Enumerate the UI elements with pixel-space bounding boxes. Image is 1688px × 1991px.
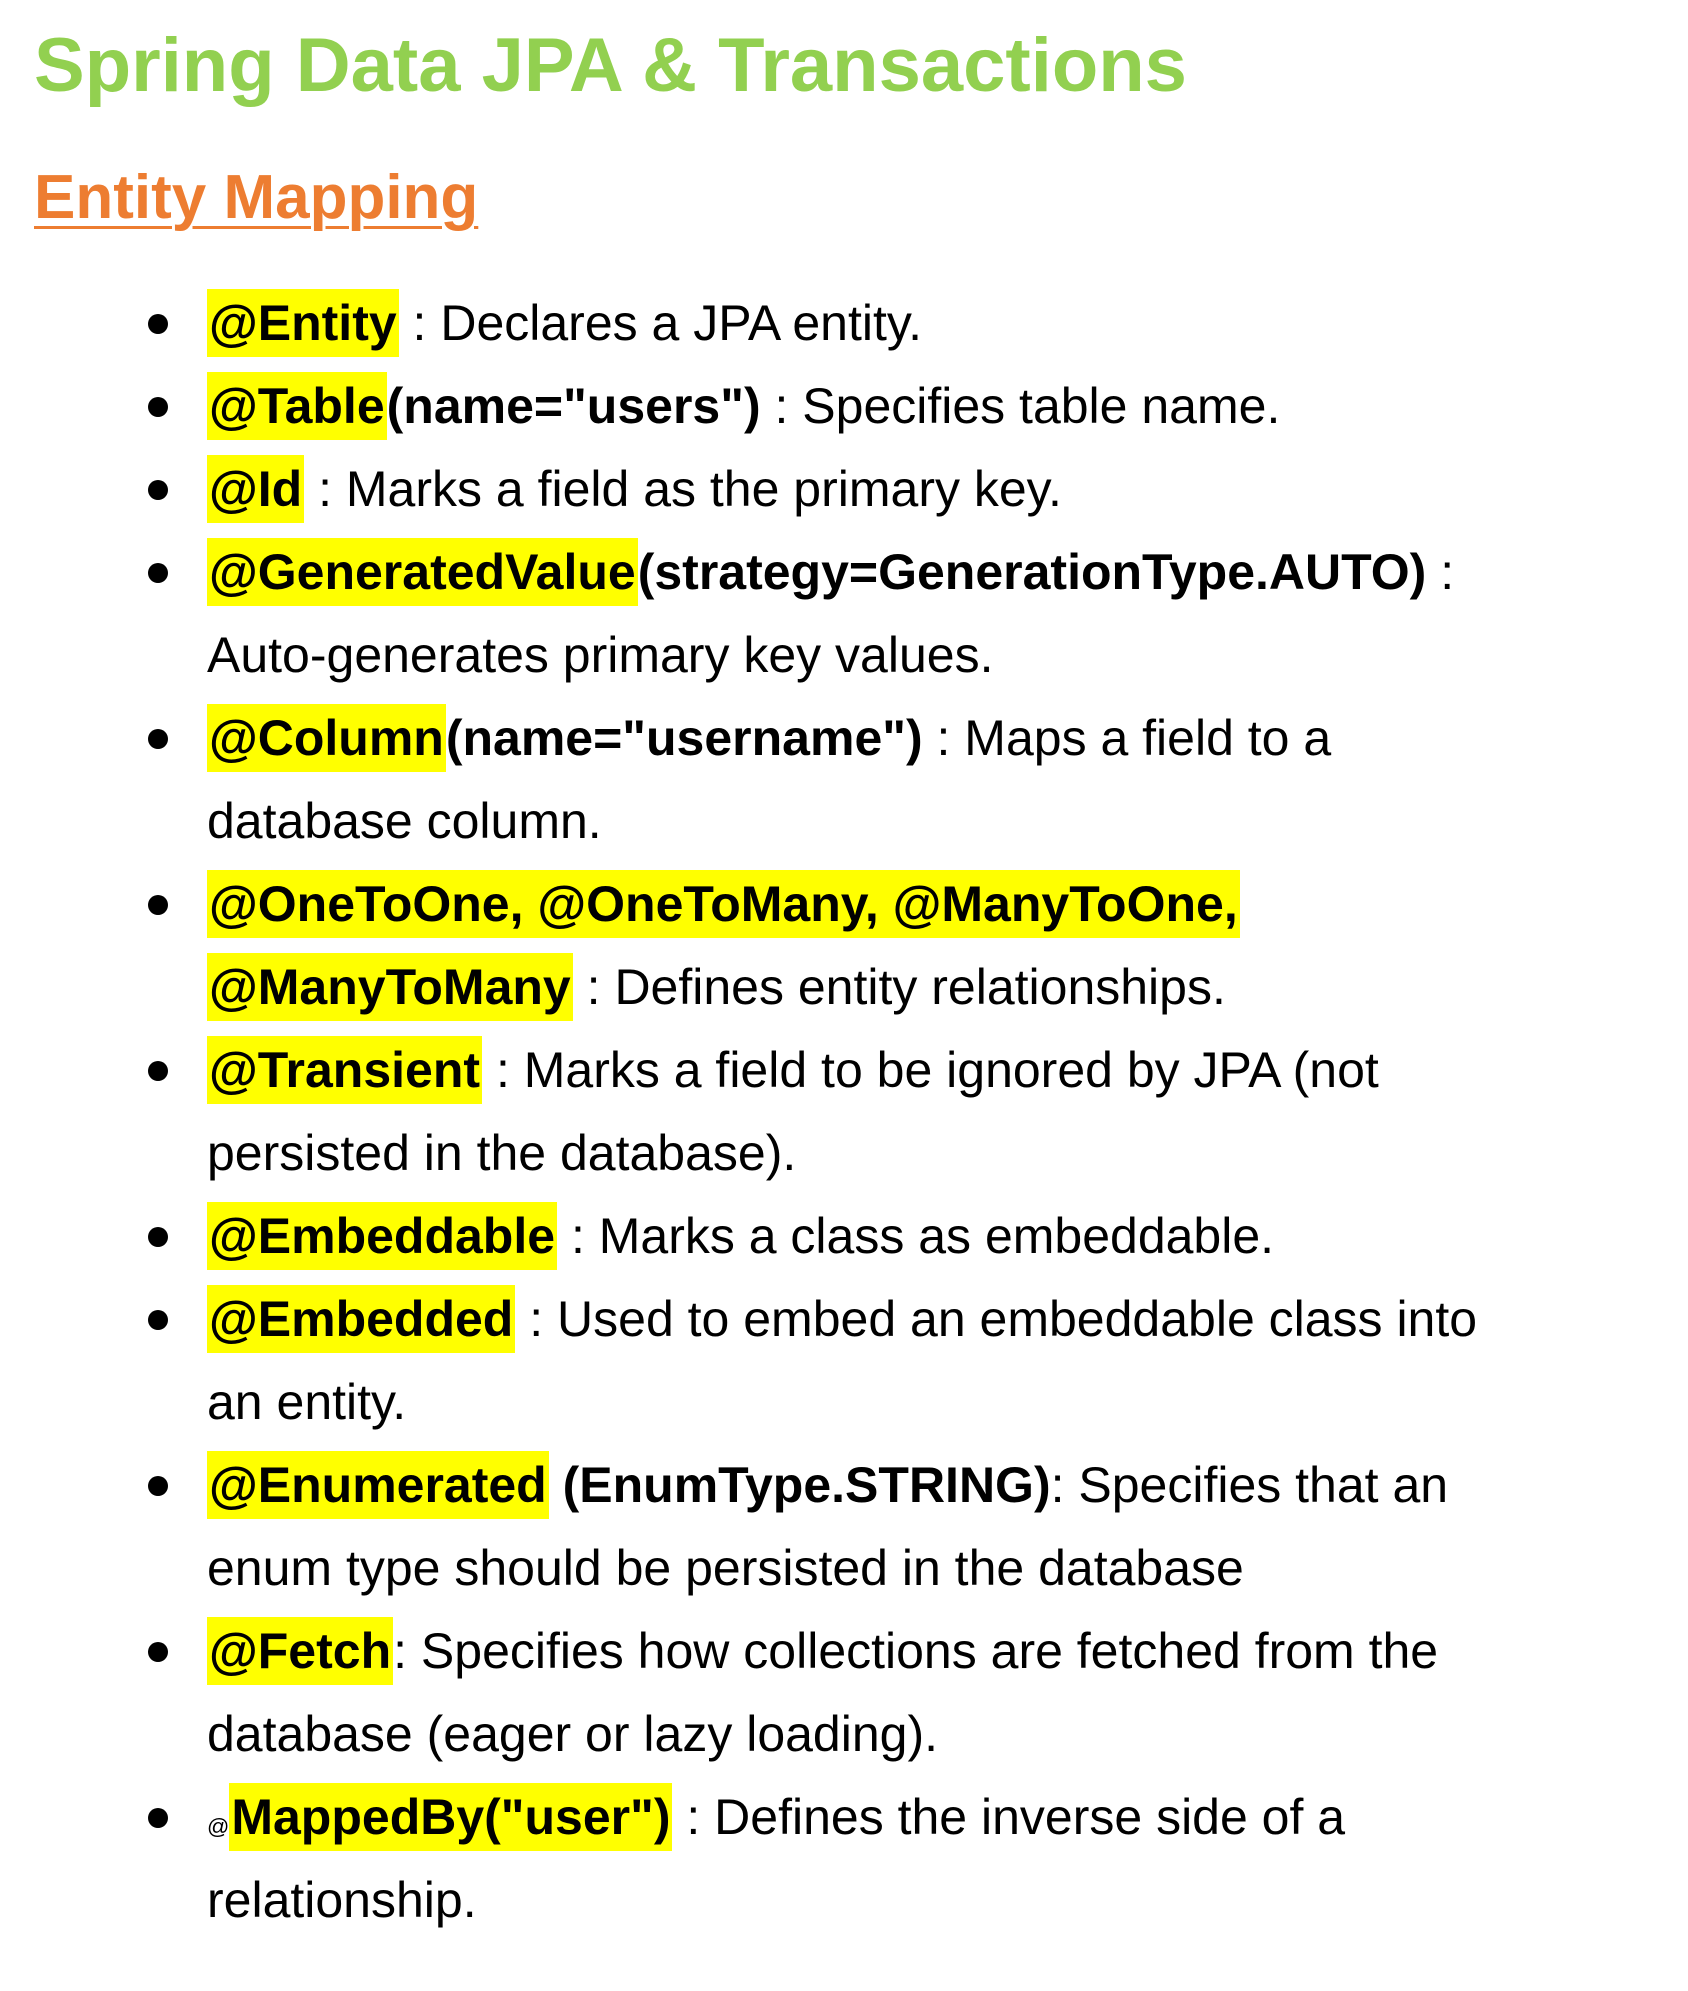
item-description: Specifies how collections are fetched from the [420,1623,1439,1679]
list-item [0,863,1688,1029]
item-description: Defines entity relationships. [614,959,1226,1015]
list-item [0,1444,1688,1610]
item-line [207,697,1648,780]
annotation-argument: (name="users") [386,378,761,434]
bullet-icon [148,1227,168,1247]
bullet-icon [148,480,168,500]
item-description: Marks a field to be ignored by JPA (not [523,1042,1379,1098]
separator: : [515,1291,558,1347]
item-description-continued: database column. [207,793,602,849]
item-description-continued: an entity. [207,1374,407,1430]
list-item [0,1776,1688,1942]
list-item [0,365,1688,448]
item-description-continued: persisted in the database). [207,1125,797,1181]
bullet-icon [148,563,168,583]
item-line [207,1278,1648,1361]
item-description-continued: Auto-generates primary key values. [207,627,994,683]
annotation-keyword: @OneToOne, @OneToMany, @ManyToOne, [207,870,1240,938]
section-heading: Entity Mapping [34,163,479,232]
item-description-continued: enum type should be persisted in the database [207,1540,1244,1596]
annotation-keyword: @Fetch [207,1617,393,1685]
item-description: Marks a class as embeddable. [598,1208,1275,1264]
list-item [0,448,1688,531]
item-description: Maps a field to a [964,710,1332,766]
bullet-icon [148,314,168,334]
list-item [0,1029,1688,1195]
item-line [207,863,1648,946]
bullet-icon [148,729,168,749]
separator: : [398,295,441,351]
bullet-icon [148,1310,168,1330]
item-line [207,1029,1648,1112]
separator: : [922,710,965,766]
item-line [207,1444,1648,1527]
item-description-continued: database (eager or lazy loading). [207,1706,939,1762]
item-line [207,1195,1648,1278]
annotation-keyword: MappedBy("user") [229,1783,672,1851]
separator: : [672,1789,715,1845]
annotation-keyword: @Entity [207,289,399,357]
annotation-keyword: @Embedded [207,1285,515,1353]
item-description: Specifies that an [1078,1457,1449,1513]
item-line [207,1776,1648,1859]
list-item [0,531,1688,697]
bullet-icon [148,397,168,417]
annotation-keyword: @Id [207,455,304,523]
annotation-keyword: @Table [207,372,387,440]
annotation-argument: (strategy=GenerationType.AUTO) [637,544,1427,600]
item-line [207,365,1648,448]
item-line [207,282,1648,365]
item-line [207,531,1648,614]
separator: : [1426,544,1455,600]
separator: : [760,378,803,434]
bullet-icon [148,1476,168,1496]
annotation-keyword: @Embeddable [207,1202,557,1270]
item-description: Declares a JPA entity. [440,295,923,351]
page-title: Spring Data JPA & Transactions [34,23,1187,108]
separator: : [482,1042,524,1098]
bullet-icon [148,895,168,915]
annotation-argument: (EnumType.STRING) [548,1457,1051,1513]
item-description-continued: relationship. [207,1872,477,1928]
list-item [0,282,1688,365]
list-item [0,1195,1688,1278]
annotation-keyword: @Column [207,704,446,772]
bullet-icon [148,1642,168,1662]
separator: : [304,461,346,517]
item-description: Marks a field as the primary key. [345,461,1062,517]
separator: : [557,1208,599,1264]
annotation-argument: (name="username") [445,710,923,766]
item-description: Used to embed an embeddable class into [557,1291,1478,1347]
item-description: Defines the inverse side of a [714,1789,1346,1845]
bullet-icon [148,1808,168,1828]
annotation-prefix: @ [207,1814,230,1839]
item-line [207,1610,1648,1693]
separator: : [1050,1457,1079,1513]
annotation-keyword: @ManyToMany [207,953,573,1021]
annotation-list [0,282,1688,1942]
item-description: Specifies table name. [802,378,1281,434]
list-item [0,697,1688,863]
annotation-keyword: @Enumerated [207,1451,549,1519]
list-item [0,1610,1688,1776]
bullet-icon [148,1061,168,1081]
annotation-keyword: @Transient [207,1036,482,1104]
item-line [207,448,1648,531]
separator: : [393,1623,421,1679]
separator: : [572,959,615,1015]
list-item [0,1278,1688,1444]
item-line [207,946,1648,1029]
annotation-keyword: @GeneratedValue [207,538,638,606]
